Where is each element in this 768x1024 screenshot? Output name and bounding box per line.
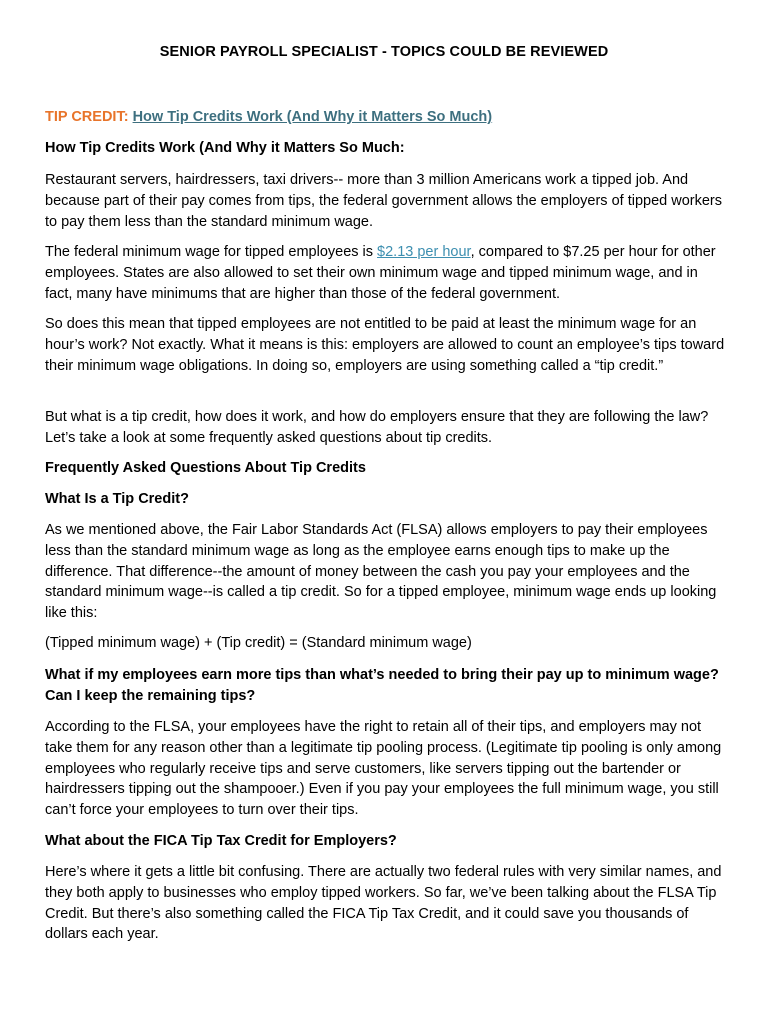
paragraph-text: , compared to $7.25 per hour for other employees. States are also allowed to set their own minimum wage and tipped minimum wage, and in fact, many have minimums that are higher than those of the federal government. bbox=[45, 244, 716, 302]
paragraph: According to the FLSA, your employees have the right to retain all of their tips, and employers may not take them for any reason other than a legitimate tip pooling process. (Legitimate tip pooling is only among employees who regularly receive tips and serve customers, like servers tipping out the bartender or hairdressers tipping out the shampooer.) Even if you pay your employees the full minimum wage, you still can’t force your employees to turn over their tips. bbox=[45, 719, 722, 819]
section-heading: How Tip Credits Work (And Why it Matters So Much: bbox=[45, 140, 405, 156]
tip-credit-line bbox=[45, 107, 729, 128]
tip-credit-label: TIP CREDIT: bbox=[45, 109, 129, 125]
section-heading: What Is a Tip Credit? bbox=[45, 491, 189, 507]
paragraph: So does this mean that tipped employees are not entitled to be paid at least the minimum wage for an hour’s work? Not exactly. What it means is this: employers are allowed to count an employee’s tips toward their minimum wage obligations. In doing so, employers are using something called a “tip credit.” bbox=[45, 316, 725, 374]
tipped-wage-link[interactable]: $2.13 per hour bbox=[377, 244, 471, 260]
page-title: SENIOR PAYROLL SPECIALIST - TOPICS COULD BE REVIEWED bbox=[159, 44, 609, 60]
tip-credit-link[interactable]: How Tip Credits Work (And Why it Matters So Much) bbox=[132, 109, 493, 125]
paragraph: Restaurant servers, hairdressers, taxi drivers-- more than 3 million Americans work a tipped job. And because part of their pay comes from tips, the federal government allows the employers of tipped workers to pay them less than the standard minimum wage. bbox=[45, 172, 722, 230]
paragraph: But what is a tip credit, how does it work, and how do employers ensure that they are following the law? Let’s take a look at some frequently asked questions about tip credits. bbox=[45, 409, 709, 446]
section-heading: What if my employees earn more tips than what’s needed to bring their pay up to minimum wage? Can I keep the remaining tips? bbox=[45, 667, 719, 704]
paragraph-text: The federal minimum wage for tipped employees is bbox=[45, 244, 378, 260]
paragraph: Here’s where it gets a little bit confusing. There are actually two federal rules with very similar names, and they both apply to businesses who employ tipped workers. So far, we’ve been talking about the FLSA Tip Credit. But there’s also something called the FICA Tip Tax Credit, and it could save you thousands of dollars each year. bbox=[45, 864, 722, 943]
paragraph: As we mentioned above, the Fair Labor Standards Act (FLSA) allows employers to pay their employees less than the standard minimum wage as long as the employee earns enough tips to make up the difference. That difference--the amount of money between the cash you pay your employees and the standard minimum wage--is called a tip credit. So for a tipped employee, minimum wage ends up looking like this: bbox=[45, 522, 717, 622]
section-heading: Frequently Asked Questions About Tip Credits bbox=[45, 460, 366, 476]
paragraph bbox=[45, 242, 729, 304]
section-heading: What about the FICA Tip Tax Credit for Employers? bbox=[45, 833, 397, 849]
formula: (Tipped minimum wage) + (Tip credit) = (Standard minimum wage) bbox=[45, 635, 472, 651]
